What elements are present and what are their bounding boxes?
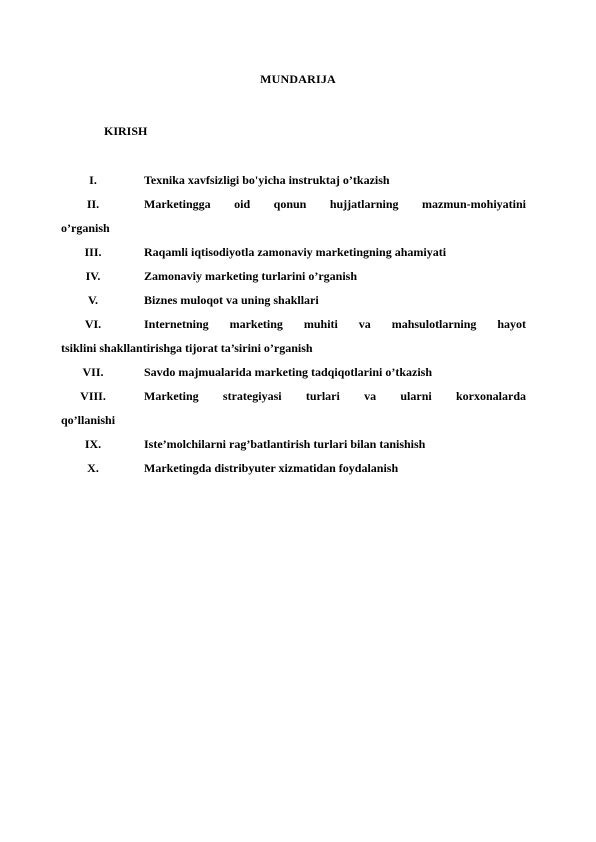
toc-entry-title-continuation: o’rganish xyxy=(61,221,110,235)
toc-entry-title: Marketingda distribyuter xizmatidan foydalanish xyxy=(144,461,399,475)
toc-entry xyxy=(70,432,526,456)
toc-entry-number: VII. xyxy=(82,365,104,379)
toc-entry-title: Iste’molchilarni rag’batlantirish turlari bilan tanishish xyxy=(144,437,426,451)
toc-entry xyxy=(70,360,526,384)
toc-entry xyxy=(61,192,526,240)
table-of-contents xyxy=(61,168,526,480)
toc-entry-title-continuation: qo’llanishi xyxy=(61,413,116,427)
toc-entry-title: Zamonaviy marketing turlarini o’rganish xyxy=(144,269,358,283)
toc-entry xyxy=(70,288,526,312)
toc-entry xyxy=(70,240,526,264)
toc-entry-number: III. xyxy=(84,245,102,259)
toc-entry-number: X. xyxy=(87,461,99,475)
toc-entry-number: IV. xyxy=(85,269,101,283)
toc-entry xyxy=(70,264,526,288)
toc-entry xyxy=(70,168,526,192)
toc-entry-number: I. xyxy=(89,173,97,187)
toc-entry-title: Marketingga oid qonun hujjatlarning mazmun-mohiyatini xyxy=(144,197,526,211)
toc-entry-number: IX. xyxy=(84,437,102,451)
toc-entry xyxy=(61,312,526,360)
toc-entry-title: Texnika xavfsizligi bo'yicha instruktaj o’tkazish xyxy=(144,173,390,187)
toc-entry-title: Biznes muloqot va uning shakllari xyxy=(144,293,319,307)
toc-entry xyxy=(61,384,526,432)
toc-entry-number: VIII. xyxy=(80,389,106,403)
toc-entry-title: Marketing strategiyasi turlari va ularni korxonalarda xyxy=(144,389,526,403)
toc-entry-number: V. xyxy=(87,293,99,307)
toc-entry-number: VI. xyxy=(84,317,102,331)
toc-entry-title: Savdo majmualarida marketing tadqiqotlarini o’tkazish xyxy=(144,365,433,379)
toc-entry-title: Raqamli iqtisodiyotla zamonaviy marketingning ahamiyati xyxy=(144,245,447,259)
toc-entry-title-continuation: tsiklini shakllantirishga tijorat ta’sirini o’rganish xyxy=(61,341,313,355)
toc-entry-title: Internetning marketing muhiti va mahsulotlarning hayot xyxy=(144,317,526,331)
toc-entry xyxy=(70,456,526,480)
intro-heading: KIRISH xyxy=(104,124,148,138)
toc-entry-number: II. xyxy=(86,197,100,211)
page-title: MUNDARIJA xyxy=(260,72,336,86)
